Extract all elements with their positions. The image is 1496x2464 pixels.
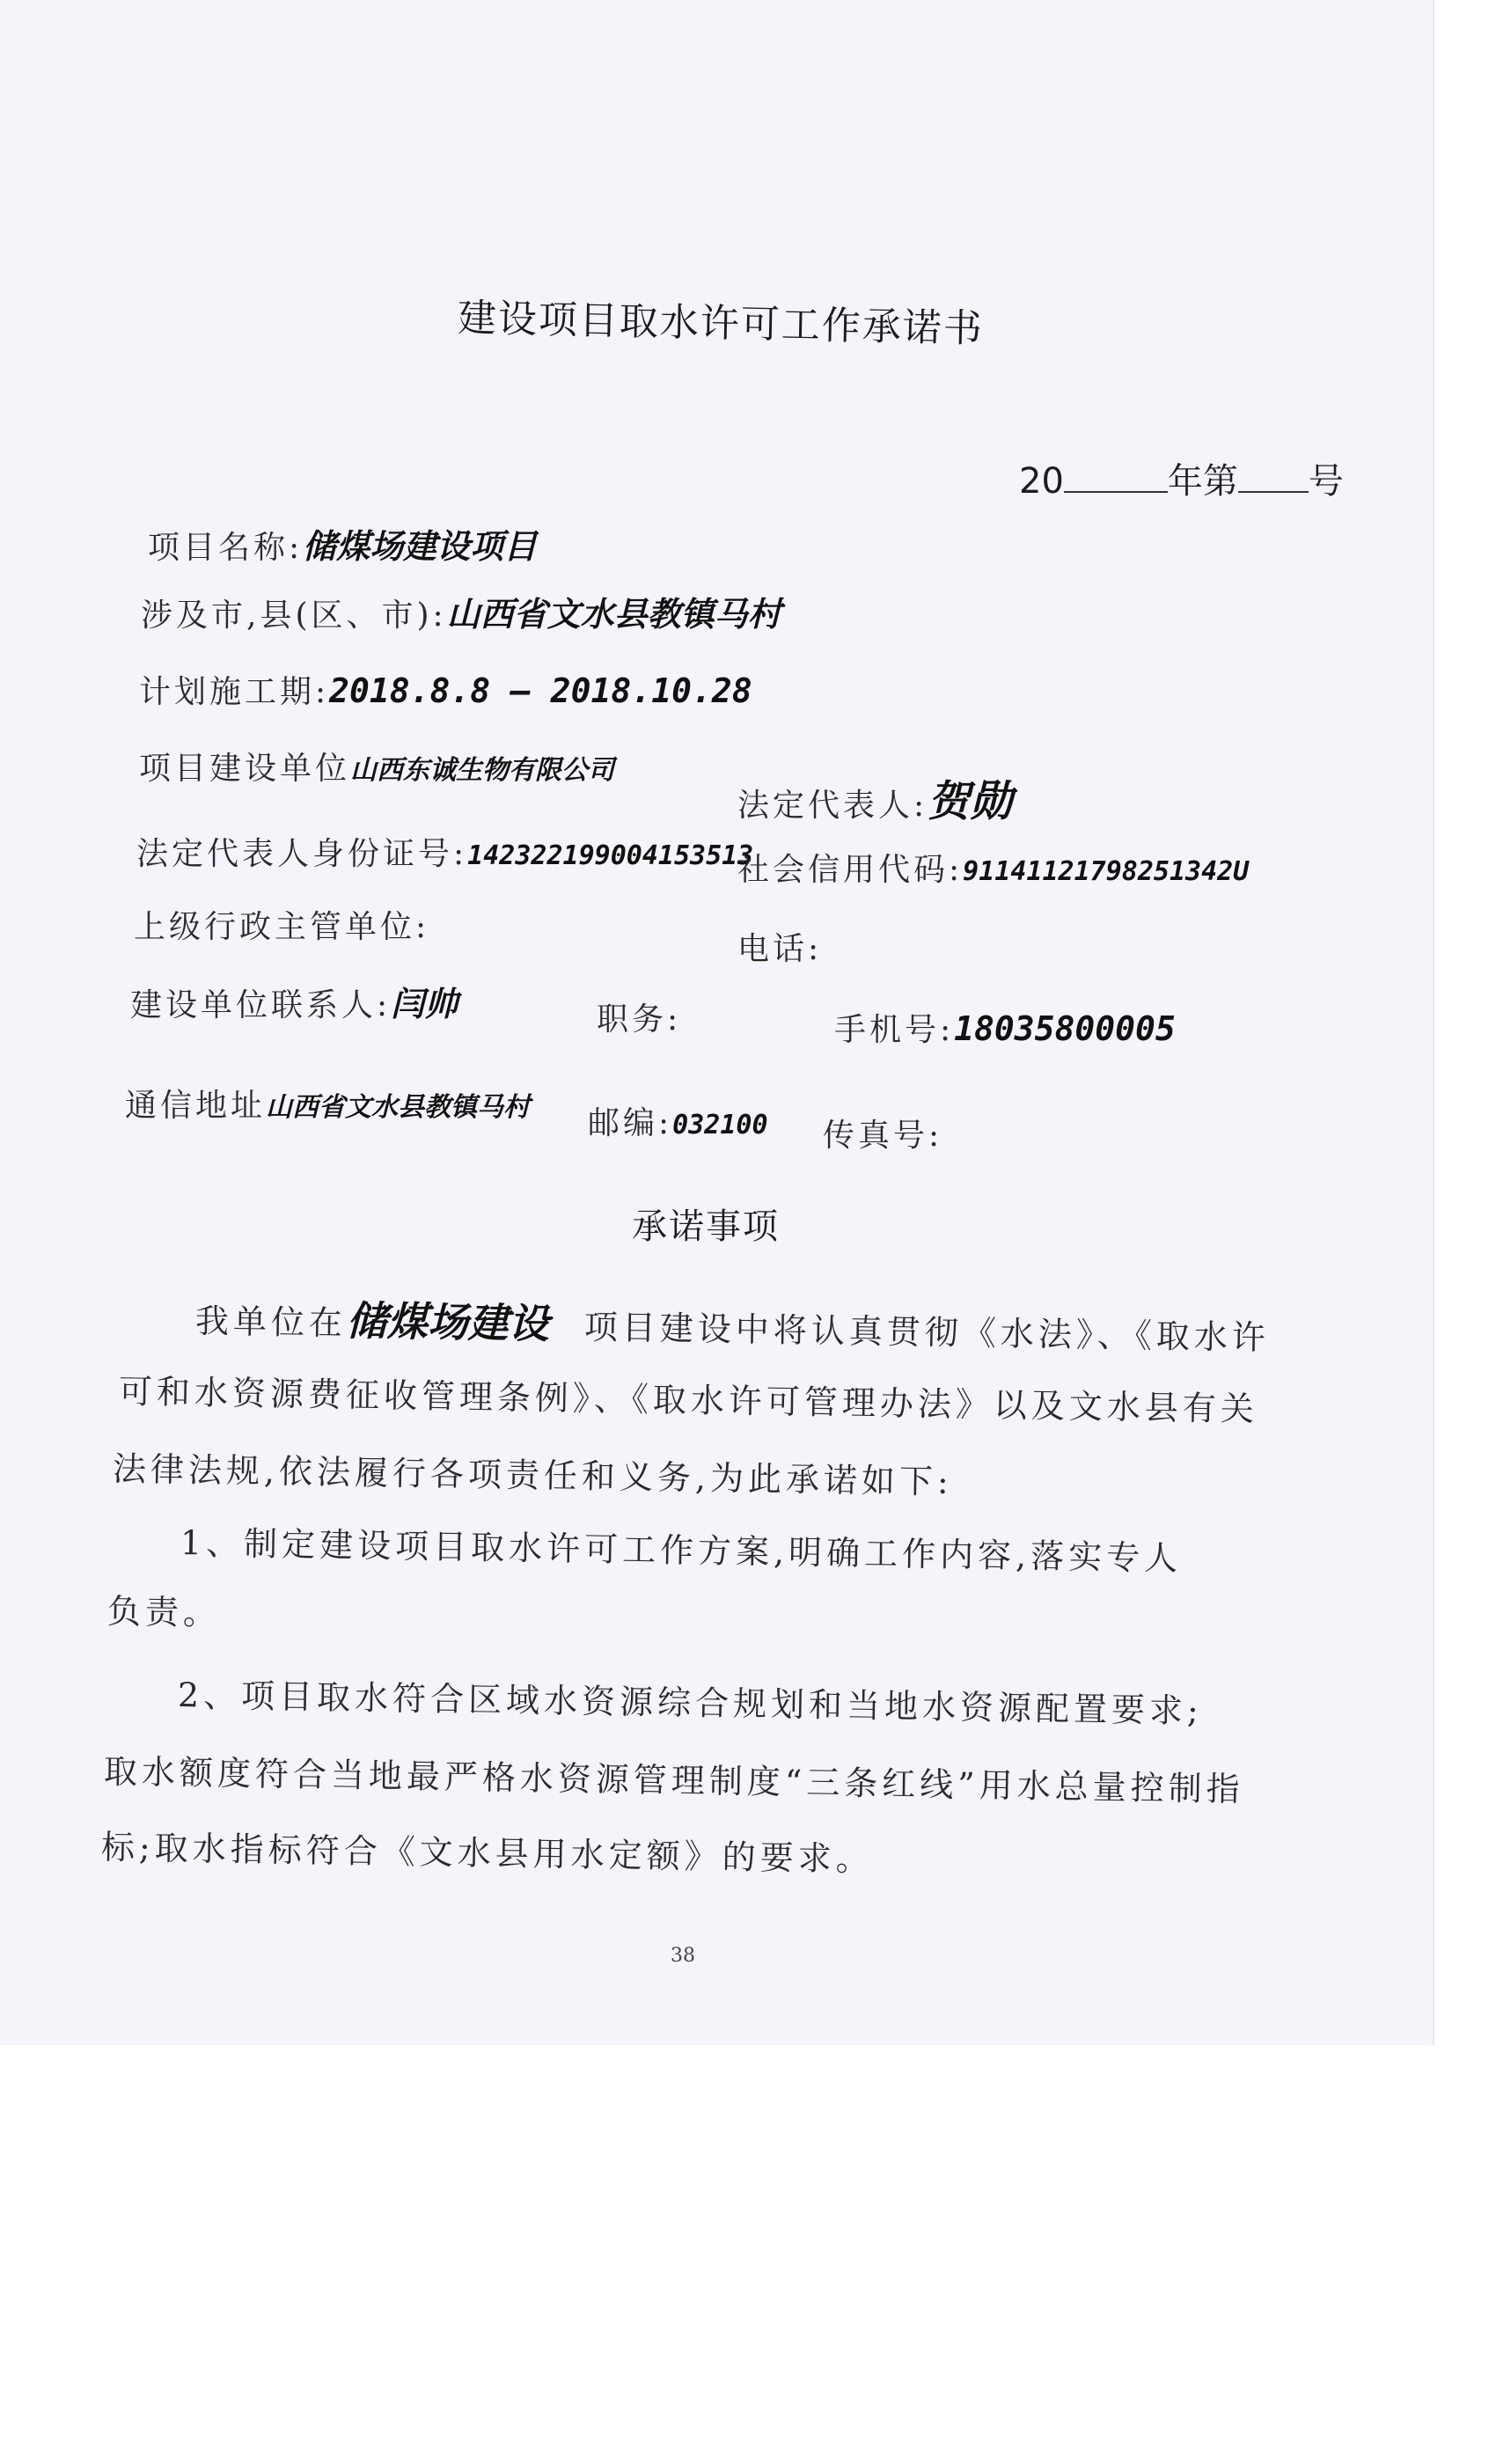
number-suffix: 号 — [1308, 461, 1344, 502]
id-field — [136, 829, 753, 874]
contact-label: 建设单位联系人: — [130, 987, 392, 1023]
intro-prefix: 我单位在 — [194, 1302, 348, 1343]
page-number: 38 — [671, 1945, 695, 1967]
intro-line1-rest: 项目建设中将认真贯彻《水法》、《取水许 — [583, 1307, 1271, 1358]
location-value: 山西省文水县教镇马村 — [446, 595, 781, 634]
item-1-line-2: 负责。 — [106, 1592, 222, 1633]
legal-rep-value: 贺勋 — [928, 777, 1013, 826]
project-name-field — [148, 519, 537, 568]
contact-value: 闫帅 — [391, 985, 458, 1023]
address-field — [125, 1081, 530, 1126]
fax-field — [823, 1111, 942, 1155]
id-label: 法定代表人身份证号: — [136, 836, 468, 872]
mobile-label: 手机号: — [834, 1012, 955, 1048]
intro-handwritten: 储煤场建设 — [346, 1296, 550, 1348]
credit-label: 社会信用代码: — [737, 852, 964, 888]
address-value: 山西省文水县教镇马村 — [266, 1092, 531, 1123]
legal-rep-label: 法定代表人: — [737, 788, 928, 824]
schedule-field — [139, 667, 752, 712]
address-label: 通信地址 — [125, 1088, 267, 1124]
intro-line-1 — [194, 1287, 1270, 1361]
item-1-line-1: 1、制定建设项目取水许可工作方案,明确工作内容,落实专人 — [180, 1523, 1183, 1578]
item-2-line-3: 标;取水指标符合《文水县用水定额》的要求。 — [100, 1828, 874, 1879]
schedule-label: 计划施工期: — [139, 674, 330, 710]
supervisor-field — [134, 902, 429, 947]
project-name-label: 项目名称: — [148, 530, 304, 566]
year-blank — [1064, 463, 1168, 493]
phone-label: 电话: — [737, 931, 823, 967]
credit-value: 91141121798251342U — [963, 856, 1250, 887]
postcode-label: 邮编: — [588, 1105, 673, 1141]
mobile-value: 18035800005 — [954, 1009, 1176, 1048]
postcode-field — [588, 1098, 768, 1143]
position-label: 职务: — [597, 1001, 682, 1038]
item-2-line-1: 2、项目取水符合区域水资源综合规划和当地水资源配置要求; — [177, 1676, 1204, 1731]
unit-value: 山西东诚生物有限公司 — [350, 755, 615, 786]
phone-field — [737, 924, 822, 969]
commitment-heading: 承诺事项 — [632, 1206, 780, 1247]
year-prefix: 20 — [1019, 461, 1064, 502]
document-title: 建设项目取水许可工作承诺书 — [457, 296, 985, 352]
unit-label: 项目建设单位 — [139, 751, 351, 787]
document-number-line — [1019, 453, 1344, 503]
supervisor-label: 上级行政主管单位: — [134, 909, 430, 945]
mobile-field — [834, 1005, 1176, 1050]
postcode-value: 032100 — [672, 1110, 768, 1140]
schedule-value: 2018.8.8 — 2018.10.28 — [329, 671, 752, 710]
intro-line-2: 可和水资源费征收管理条例》、《取水许可管理办法》以及文水县有关 — [118, 1372, 1259, 1429]
location-label: 涉及市,县(区、市): — [141, 598, 447, 634]
legal-rep-field — [737, 767, 1012, 828]
fax-label: 传真号: — [823, 1118, 943, 1154]
intro-line-3: 法律法规,依法履行各项责任和义务,为此承诺如下: — [112, 1449, 954, 1501]
credit-code-field — [737, 845, 1249, 890]
year-suffix: 年第 — [1167, 461, 1238, 502]
item-2-line-2: 取水额度符合当地最严格水资源管理制度“三条红线”用水总量控制指 — [103, 1752, 1244, 1809]
id-value: 142322199004153513 — [467, 840, 754, 871]
position-field — [597, 994, 681, 1039]
number-blank — [1238, 463, 1309, 493]
project-name-value: 储煤场建设项目 — [303, 527, 538, 566]
unit-field — [139, 744, 614, 788]
location-field — [141, 587, 781, 635]
contact-field — [130, 977, 458, 1025]
